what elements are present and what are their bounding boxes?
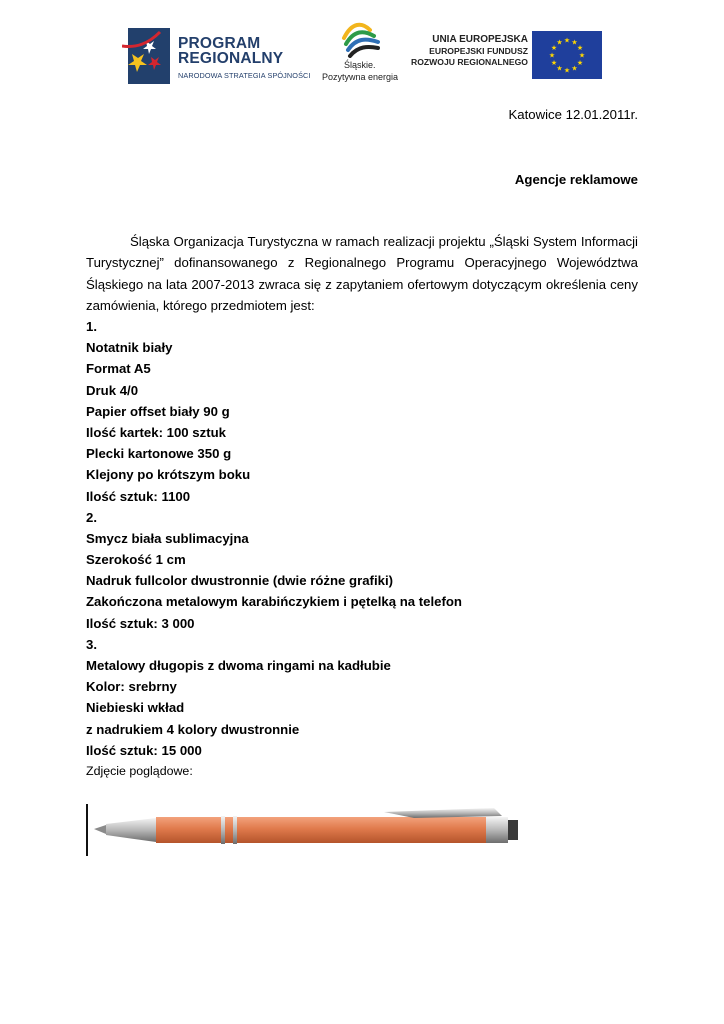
list-item: Zakończona metalowym karabińczykiem i pętelką na telefon [86,594,462,610]
program-subtitle: NARODOWA STRATEGIA SPÓJNOŚCI [178,71,311,80]
list-item: Druk 4/0 [86,382,139,398]
program-title [178,36,283,66]
pen-photo [84,796,524,860]
list-item: Ilość kartek: 100 sztuk [86,424,227,440]
slaskie-waves-icon [340,20,380,58]
list-item: Szerokość 1 cm [86,552,186,568]
eu-stars-icon [532,31,602,79]
image-border-line [86,804,88,856]
list-item: 3. [86,636,97,652]
eu-star-icon: ★ [563,67,571,75]
slaskie-name: Śląskie. [344,60,376,70]
letter-intro: Śląska Organizacja Turystyczna w ramach realizacji projektu „Śląski System Informacji Turystycznej” dofinansowanego z Regionalnego Programu Operacyjnego Województwa Śląskiego na lata 2007-2013 zwraca się z zapytaniem ofertowym dotyczącym określenia ceny zamówienia, którego przedmiotem jest: [86,234,638,313]
eu-star-icon: ★ [571,39,578,47]
list-item: Ilość sztuk: 15 000 [86,742,202,758]
list-item: 1. [86,319,97,334]
list-item: Papier offset biały 90 g [86,403,230,419]
order-items-list [86,316,646,761]
eu-star-icon: ★ [571,65,578,73]
list-item: Smycz biała sublimacyjna [86,530,249,546]
eu-star-icon: ★ [550,45,558,52]
list-item: Ilość sztuk: 1100 [86,488,191,504]
program-title-line1: PROGRAM [178,35,261,52]
list-item: Kolor: srebrny [86,679,177,695]
eu-star-icon: ★ [550,60,558,67]
eu-star-icon: ★ [578,52,586,60]
list-item: Klejony po krótszym boku [86,467,251,483]
pen-icon [84,796,524,860]
program-regionalny-logo [122,24,312,90]
eu-star-icon: ★ [556,65,563,73]
eu-logo [410,31,604,81]
list-item: z nadrukiem 4 kolory dwustronnie [86,721,300,737]
letter-date: Katowice 12.01.2011r. [508,107,638,122]
eu-text [411,34,528,69]
list-item: Nadruk fullcolor dwustronnie (dwie różne grafiki) [86,573,394,589]
program-title-line2: REGIONALNY [178,50,284,67]
slaskie-tagline: Pozytywna energia [322,72,399,82]
list-item: Ilość sztuk: 3 000 [86,615,195,631]
letter-recipient: Agencje reklamowe [514,172,638,187]
list-item: Format A5 [86,361,151,377]
eu-star-icon: ★ [548,52,556,60]
eu-line3: ROZWOJU REGIONALNEGO [411,57,528,67]
photo-caption: Zdjęcie poglądowe: [86,764,193,778]
eu-star-icon: ★ [556,39,563,47]
list-item: Metalowy długopis z dwoma ringami na kadłubie [86,658,391,673]
eu-flag-icon [532,31,602,79]
list-item: Notatnik biały [86,340,173,356]
list-item: Niebieski wkład [86,700,185,716]
eu-line2: EUROPEJSKI FUNDUSZ [429,45,528,56]
list-item: 2. [86,509,97,525]
eu-line1: UNIA EUROPEJSKA [432,34,528,45]
list-item: Plecki kartonowe 350 g [86,446,232,462]
slaskie-logo [318,20,400,84]
program-regionalny-emblem-icon [122,24,174,88]
eu-star-icon: ★ [563,37,571,45]
eu-star-icon: ★ [576,45,584,52]
eu-star-icon: ★ [576,60,584,67]
